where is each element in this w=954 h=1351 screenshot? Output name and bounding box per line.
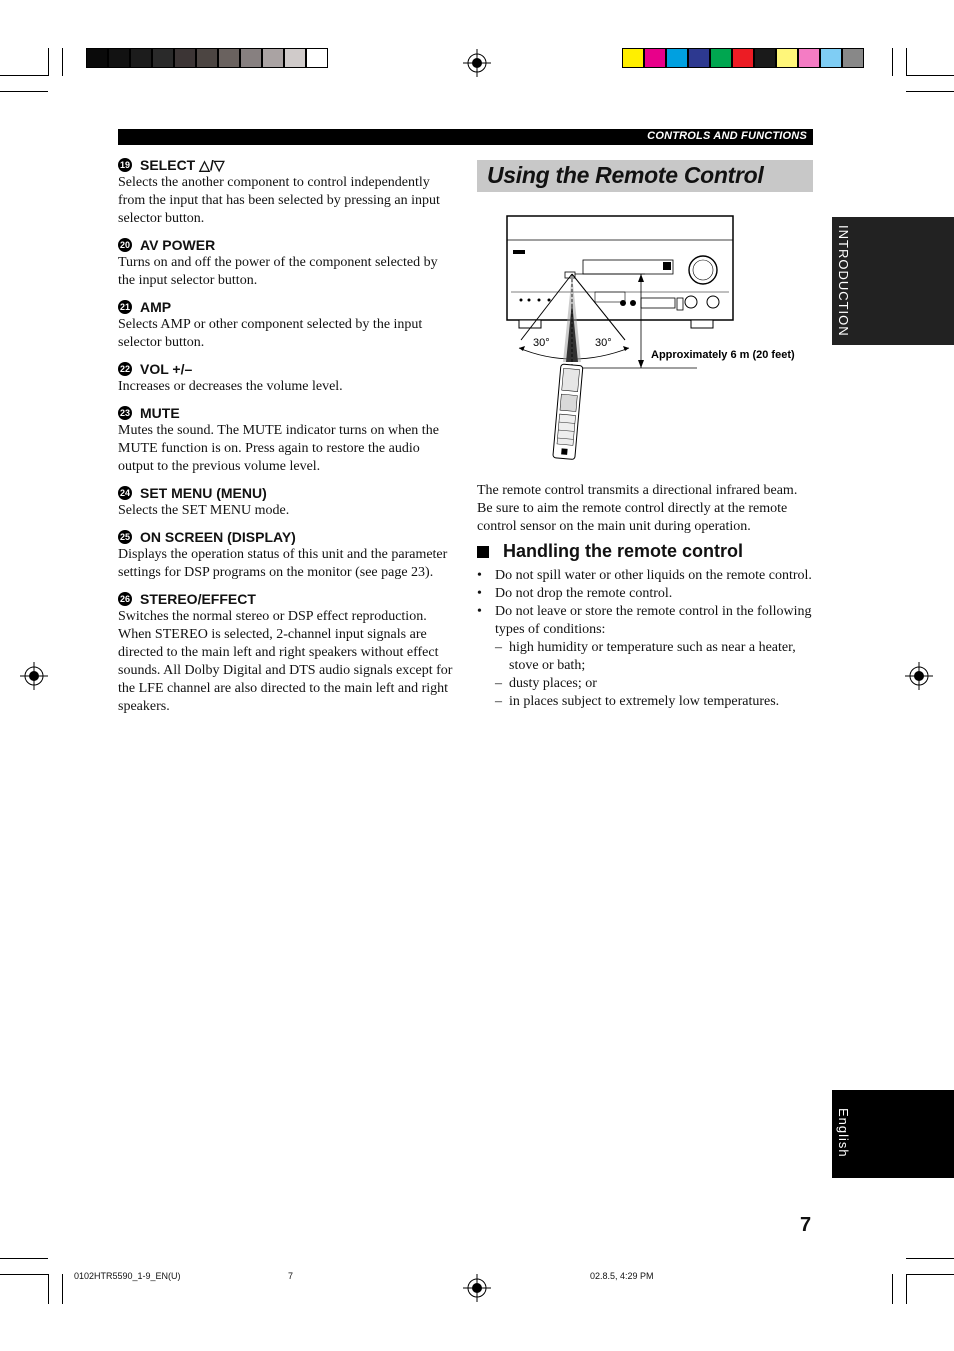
function-item-body: Displays the operation status of this unit and the parameter settings for DSP programs on the monitor (see page 23). [118,547,448,580]
registration-mark-left [20,662,48,690]
footer-date: 02.8.5, 4:29 PM [590,1271,654,1281]
registration-mark-right [905,662,933,690]
intro-paragraph: The remote control transmits a directional infrared beam. Be sure to aim the remote control directly at the remote control sensor on the main unit during operation. [477,483,798,534]
function-item [118,528,454,582]
footer-page: 7 [288,1271,294,1281]
color-swatch [710,48,732,68]
function-item-body: Selects the another component to control independently from the input that has been selected by pressing an input selector button. [118,175,440,226]
function-item-body: Turns on and off the power of the component selected by the input selector button. [118,255,438,288]
function-item [118,590,454,716]
color-swatch [842,48,864,68]
dash-icon: – [495,694,502,709]
registration-mark-top [463,49,491,77]
function-item-title: VOL +/– [140,361,193,377]
gray-swatch [174,48,196,68]
angle-left-label: 30° [533,337,550,349]
function-list [118,156,454,724]
color-swatch [732,48,754,68]
footer-file: 0102HTR5590_1-9_EN(U) [74,1271,181,1281]
angle-right-label: 30° [595,337,612,349]
section-header-label: CONTROLS AND FUNCTIONS [647,130,807,142]
square-bullet-icon [477,546,489,558]
color-swatch [666,48,688,68]
function-item [118,484,454,520]
function-item-title: AMP [140,299,172,315]
gray-swatch [130,48,152,68]
dash-icon: – [495,640,502,655]
handling-heading [477,541,743,562]
color-swatch [688,48,710,68]
function-item-heading [118,156,454,174]
item-number-icon: 21 [119,302,130,312]
color-swatch [622,48,644,68]
function-item-body: Mutes the sound. The MUTE indicator turns on when the MUTE function is on. Press again to restore the audio output to the previous volume level. [118,423,439,474]
page-number: 7 [800,1214,812,1236]
function-item-heading [118,236,454,254]
registration-mark-bottom [463,1274,491,1302]
side-tab-english-label: English [836,1108,851,1158]
bullet-dot-icon: • [477,568,482,583]
function-item-title: MUTE [140,405,180,421]
gray-swatch [108,48,130,68]
function-item-heading [118,590,454,608]
function-item [118,404,454,476]
item-number-icon: 26 [119,594,130,604]
function-item-title: ON SCREEN (DISPLAY) [140,529,296,545]
handling-subitem-text: in places subject to extremely low temperatures. [509,694,780,709]
color-swatch [754,48,776,68]
handling-subitem [477,675,813,693]
side-tab-english [832,1090,954,1178]
function-item [118,156,454,228]
function-item-heading [118,404,454,422]
distance-label: Approximately 6 m (20 feet) [651,349,795,361]
function-item-title: STEREO/EFFECT [140,591,256,607]
handling-bullet [477,585,813,603]
function-item [118,360,454,396]
handling-subitem [477,639,813,675]
item-number-icon: 25 [119,532,130,542]
item-number-icon: 24 [119,488,130,498]
gray-swatch [86,48,108,68]
function-item-body: Selects the SET MENU mode. [118,503,290,518]
bullet-dot-icon: • [477,604,482,619]
handling-bullet-text: Do not spill water or other liquids on the remote control. [495,568,812,583]
item-number-icon: 19 [119,160,130,170]
gray-swatch [240,48,262,68]
section-title-bar [477,160,813,192]
gray-swatch [306,48,328,68]
function-item-title: SET MENU (MENU) [140,485,267,501]
function-item [118,236,454,290]
section-title: Using the Remote Control [487,162,764,188]
color-swatch [644,48,666,68]
handling-bullet [477,603,813,639]
item-number-icon: 22 [119,364,130,374]
handling-subitem-text: dusty places; or [509,676,597,691]
function-item-body: Switches the normal stereo or DSP effect reproduction. When STEREO is selected, 2-channel input signals are directed to the main left and right speakers without effect sounds. All Dolby Digital and DTS audio signals except for the LFE channel are also directed to the main left and right speakers. [118,609,453,714]
function-item-body: Increases or decreases the volume level. [118,379,343,394]
side-tab-introduction [832,217,954,345]
color-swatch [776,48,798,68]
bullet-dot-icon: • [477,586,482,601]
handling-bullet [477,567,813,585]
remote-illustration [553,364,583,460]
function-item [118,298,454,352]
handling-list [477,567,813,711]
color-swatch [798,48,820,68]
item-number-icon: 20 [119,240,130,250]
receiver-illustration [507,216,733,328]
handling-subitem-text: high humidity or temperature such as near a heater, stove or bath; [509,640,796,673]
section-header-bar [118,129,813,145]
function-item-heading [118,528,454,546]
remote-range-illustration [505,212,815,464]
function-item-heading [118,298,454,316]
gray-swatch [196,48,218,68]
handling-bullet-text: Do not drop the remote control. [495,586,673,601]
function-item-body: Selects AMP or other component selected by the input selector button. [118,317,423,350]
color-swatch [820,48,842,68]
side-tab-introduction-label: INTRODUCTION [836,225,851,337]
handling-bullet-text: Do not leave or store the remote control in the following types of conditions: [495,604,812,637]
function-item-heading [118,360,454,378]
dash-icon: – [495,676,502,691]
item-number-icon: 23 [119,408,130,418]
function-item-title: AV POWER [140,237,216,253]
gray-swatch [218,48,240,68]
handling-heading-text: Handling the remote control [503,541,744,561]
function-item-heading [118,484,454,502]
gray-swatch [152,48,174,68]
function-item-title: SELECT △/▽ [140,157,225,173]
gray-swatch [284,48,306,68]
handling-subitem [477,693,813,711]
gray-swatch [262,48,284,68]
